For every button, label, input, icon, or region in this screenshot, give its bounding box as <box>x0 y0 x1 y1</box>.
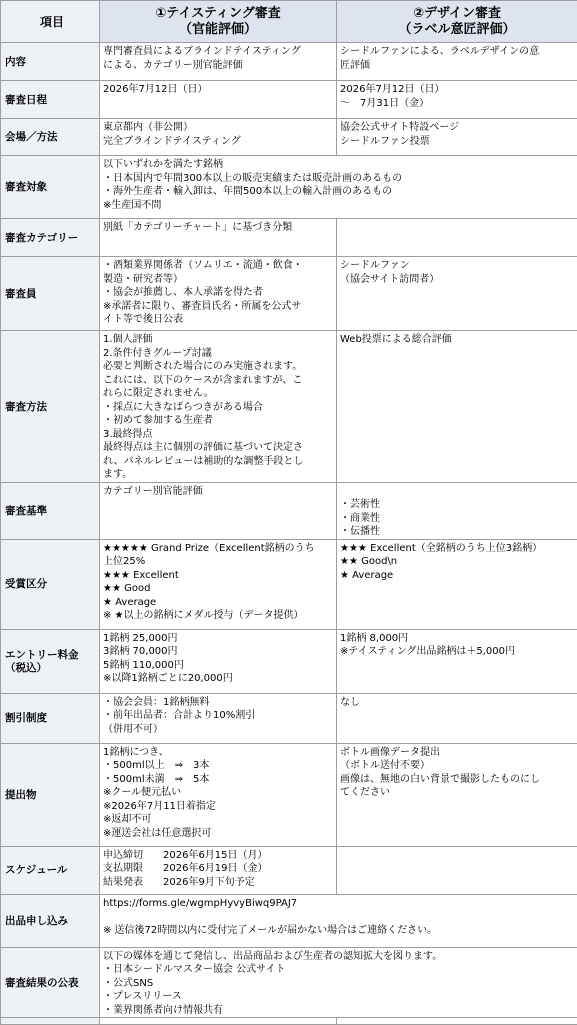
row-discount <box>1 693 577 743</box>
row-submission <box>1 743 577 846</box>
row-criteria <box>1 482 577 539</box>
tail-cell <box>100 1018 337 1025</box>
row-label: 審査カテゴリー <box>1 219 100 257</box>
row-timeline <box>1 846 577 894</box>
tasting-cell: カテゴリー別官能評価 <box>100 482 337 539</box>
header-item: 項目 <box>1 1 100 43</box>
tasting-cell: ・酒類業界関係者（ソムリエ・流通・飲食・ 製造・研究者等） ・協会が推薦し、本人承諾を得た者 ※承諾者に限り、審査員氏名・所属を公式サ イト等で後日公表 <box>100 257 337 331</box>
row-category <box>1 219 577 257</box>
row-label: スケジュール <box>1 846 100 894</box>
header-row <box>1 1 577 43</box>
row-eligibility <box>1 156 577 219</box>
row-publication <box>1 947 577 1018</box>
design-cell: なし <box>337 693 577 743</box>
design-cell: シードルファン （協会サイト訪問者） <box>337 257 577 331</box>
row-method <box>1 331 577 483</box>
row-application <box>1 894 577 947</box>
design-cell: ★★★ Excellent（全銘柄のうち上位3銘柄） ★★ Good\n ★ Average <box>337 539 577 629</box>
tail-cell <box>337 1018 577 1025</box>
design-cell <box>337 219 577 257</box>
row-label: 審査日程 <box>1 81 100 119</box>
row-label: 会場／方法 <box>1 119 100 156</box>
row-venue <box>1 119 577 156</box>
design-cell: シードルファンによる、ラベルデザインの意 匠評価 <box>337 43 577 81</box>
design-cell: 2026年7月12日（日） 〜 7月31日（金） <box>337 81 577 119</box>
tasting-cell: ★★★★★ Grand Prize（Excellent銘柄のうち 上位25% ★★★ Excellent ★★ Good ★ Average ※ ★以上の銘柄にメダル授与（データ提供） <box>100 539 337 629</box>
row-label: 受賞区分 <box>1 539 100 629</box>
design-cell: ボトル画像データ提出 （ボトル送付不要） 画像は、無地の白い背景で撮影したものにし てください <box>337 743 577 846</box>
header-tasting: ①テイスティング審査 （官能評価） <box>100 1 337 43</box>
tasting-cell: ・協会会員：1銘柄無料 ・前年出品者：合計より10%割引 （併用不可） <box>100 693 337 743</box>
row-label: 審査基準 <box>1 482 100 539</box>
tasting-cell: 以下いずれかを満たす銘柄 ・日本国内で年間300本以上の販売実績または販売計画のあるもの ・海外生産者・輸入卸は、年間500本以上の輸入計画のあるもの ※生産国不問 <box>100 156 577 219</box>
row-label: 審査結果の公表 <box>1 947 100 1018</box>
row-content <box>1 43 577 81</box>
row-label: 割引制度 <box>1 693 100 743</box>
row-label: 出品申し込み <box>1 894 100 947</box>
header-design: ②デザイン審査 （ラベル意匠評価） <box>337 1 577 43</box>
row-label: 審査員 <box>1 257 100 331</box>
row-label: 審査方法 <box>1 331 100 483</box>
row-tail <box>1 1018 577 1025</box>
tasting-cell: 1銘柄 25,000円 3銘柄 70,000円 5銘柄 110,000円 ※以降1銘柄ごとに20,000円 <box>100 629 337 693</box>
design-cell: ・芸術性 ・商業性 ・伝播性 <box>337 482 577 539</box>
tail-cell <box>1 1018 100 1025</box>
design-cell: Web投票による総合評価 <box>337 331 577 483</box>
row-schedule-date <box>1 81 577 119</box>
tasting-cell: 1銘柄につき、 ・500ml以上 ⇒ 3本 ・500ml未満 ⇒ 5本 ※クール便元払い ※2026年7月11日着指定 ※返却不可 ※運送会社は任意選択可 <box>100 743 337 846</box>
tasting-cell: 専門審査員によるブラインドテイスティング による、カテゴリー別官能評価 <box>100 43 337 81</box>
tasting-cell: 別紙「カテゴリーチャート」に基づき分類 <box>100 219 337 257</box>
row-judges <box>1 257 577 331</box>
application-cell: https://forms.gle/wgmpHyvyBiwq9PAJ7 ※ 送信後72時間以内に受付完了メールが届かない場合はご連絡ください。 <box>100 894 577 947</box>
tasting-cell: 2026年7月12日（日） <box>100 81 337 119</box>
tasting-cell: 申込締切 2026年6月15日（月） 支払期限 2026年6月19日（金） 結果発表 2026年9月下旬予定 <box>100 846 337 894</box>
row-label: 審査対象 <box>1 156 100 219</box>
design-cell: 協会公式サイト特設ページ シードルファン投票 <box>337 119 577 156</box>
row-label: 提出物 <box>1 743 100 846</box>
row-label: エントリー料金 （税込） <box>1 629 100 693</box>
tasting-cell: 1.個人評価 2.条件付きグループ討議 必要と判断された場合にのみ実施されます。 これには、以下のケースが含まれますが、こ れらに限定されません。 ・採点に大きなばらつきがある場合 ・初めて参加する生産者 3.最終得点 最終得点は主に個別の評価に基づいて決定さ れ、パネルレビューは補助的な調整手段とし ます。 <box>100 331 337 483</box>
tasting-cell: 東京都内（非公開） 完全ブラインドテイスティング <box>100 119 337 156</box>
design-cell <box>337 846 577 894</box>
design-cell: 1銘柄 8,000円 ※テイスティング出品銘柄は＋5,000円 <box>337 629 577 693</box>
row-entry-fee <box>1 629 577 693</box>
row-awards <box>1 539 577 629</box>
row-label: 内容 <box>1 43 100 81</box>
publication-cell: 以下の媒体を通じて発信し、出品商品および生産者の認知拡大を図ります。 ・日本シードルマスター協会 公式サイト ・公式SNS ・プレスリリース ・業界関係者向け情報共有 <box>100 947 577 1018</box>
